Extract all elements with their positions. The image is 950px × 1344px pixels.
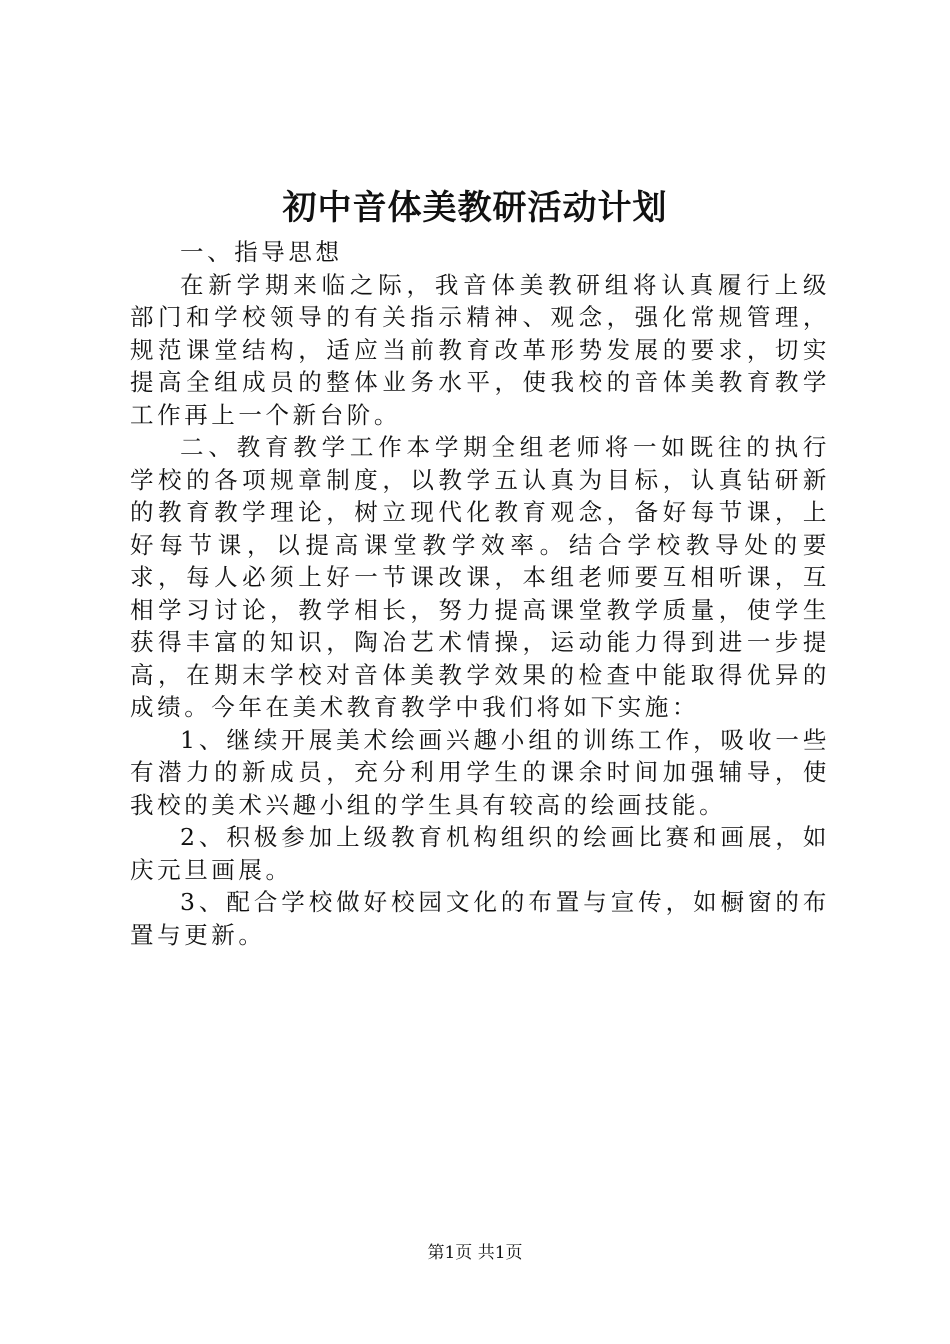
section-heading-guiding-thought: 一、指导思想 (180, 238, 343, 266)
page-footer: 第1页 共1页 (427, 1243, 523, 1263)
list-item-2: 2、积极参加上级教育机构组织的绘画比赛和画展，如庆元旦画展。 (130, 823, 830, 884)
paragraph-guiding-thought: 在新学期来临之际，我音体美教研组将认真履行上级部门和学校领导的有关指示精神、观念，强化常规管理，规范课堂结构，适应当前教育改革形势发展的要求，切实提高全组成员的整体业务水平，使我校的音体美教育教学工作再上一个新台阶。 (130, 270, 830, 429)
list-item-1: 1、继续开展美术绘画兴趣小组的训练工作，吸收一些有潜力的新成员，充分利用学生的课余时间加强辅导，使我校的美术兴趣小组的学生具有较高的绘画技能。 (130, 725, 830, 819)
document-body (130, 236, 830, 951)
paragraph-teaching-work: 二、教育教学工作本学期全组老师将一如既往的执行学校的各项规章制度，以教学五认真为目标，认真钻研新的教育教学理论，树立现代化教育观念，备好每节课，上好每节课，以提高课堂教学效率。结合学校教导处的要求，每人必须上好一节课改课，本组老师要互相听课，互相学习讨论，教学相长，努力提高课堂教学质量，使学生获得丰富的知识，陶冶艺术情操，运动能力得到进一步提高，在期末学校对音体美教学效果的检查中能取得优异的成绩。今年在美术教育教学中我们将如下实施： (130, 433, 830, 721)
document-title: 初中音体美教研活动计划 (282, 188, 668, 228)
list-item-3: 3、配合学校做好校园文化的布置与宣传，如橱窗的布置与更新。 (130, 888, 830, 949)
